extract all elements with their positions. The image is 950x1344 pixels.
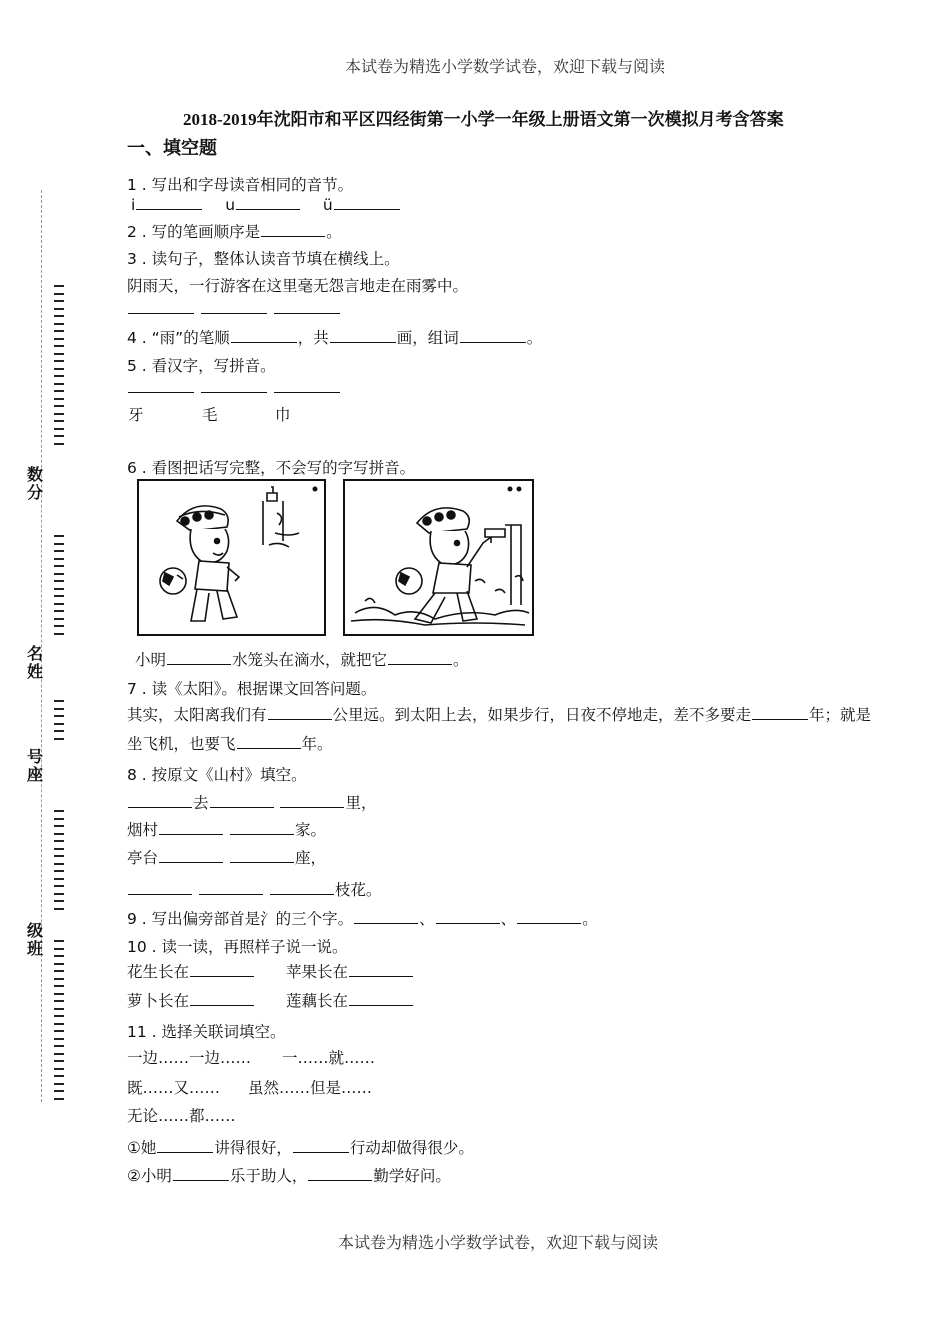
margin-dash (54, 900, 64, 902)
q4-d: 。 (526, 329, 543, 347)
margin-dash (54, 413, 64, 415)
margin-dash (54, 383, 64, 385)
margin-dash (54, 855, 64, 857)
page-title: 2018-2019年沈阳市和平区四经街第一小学一年级上册语文第一次模拟月考含答案 (183, 110, 784, 129)
q11-option-1: 一边……一边…… (127, 1049, 252, 1067)
blank[interactable] (128, 893, 192, 895)
side-label-seat: 号座 (26, 747, 43, 784)
margin-dash (54, 375, 64, 377)
q7-b: 公里远。到太阳上去，如果步行，日夜不停地走，差不多要走 (332, 706, 752, 724)
q11-option-5: 无论……都…… (127, 1107, 236, 1125)
q8-l1b: 里， (345, 794, 377, 812)
blank[interactable] (460, 341, 526, 343)
margin-dash (54, 723, 64, 725)
q7-text: 7 . 读《太阳》。根据课文回答问题。 (127, 680, 377, 698)
q7-c: 年；就是 (809, 706, 872, 724)
q8-line4 (127, 878, 381, 900)
margin-dash (54, 970, 64, 972)
q6-answer-line (135, 648, 469, 670)
q8-line1 (127, 791, 376, 813)
q4-line (127, 326, 542, 348)
margin-dash (54, 323, 64, 325)
blank[interactable] (293, 1151, 349, 1153)
margin-dash (54, 833, 64, 835)
blank[interactable] (201, 391, 267, 393)
margin-dash (54, 1030, 64, 1032)
q6-a: 小明 (135, 651, 167, 669)
q1-answers (131, 196, 401, 214)
q9-sep2: 、 (500, 910, 517, 928)
q8-line3 (127, 846, 326, 868)
page-footer: 本试卷为精选小学数学试卷，欢迎下载与阅读 (338, 1235, 659, 1252)
q8-l2b: 家。 (294, 821, 326, 839)
q3-text: 3 . 读句子，整体认读音节填在横线上。 (127, 250, 400, 268)
blank[interactable] (274, 391, 340, 393)
blank[interactable] (128, 806, 192, 808)
blank[interactable] (190, 975, 254, 977)
margin-dash (54, 1075, 64, 1077)
q11-s1c: 行动却做得很少。 (349, 1139, 474, 1157)
margin-dash (54, 1015, 64, 1017)
blank[interactable] (334, 208, 400, 210)
blank[interactable] (349, 975, 413, 977)
margin-dash (54, 1008, 64, 1010)
margin-dash (54, 565, 64, 567)
q7-d: 坐飞机，也要飞 (127, 735, 236, 753)
blank[interactable] (308, 1179, 372, 1181)
side-label-class: 级班 (26, 921, 43, 958)
q11-s2a: ②小明 (127, 1167, 172, 1185)
margin-dash (54, 985, 64, 987)
q11-s2b: 乐于助人， (229, 1167, 308, 1185)
margin-dash (54, 955, 64, 957)
blank[interactable] (354, 922, 418, 924)
blank[interactable] (128, 391, 194, 393)
boy-walking-illustration (139, 481, 323, 633)
blank[interactable] (173, 1179, 229, 1181)
margin-dash (54, 338, 64, 340)
q1-u: u (225, 196, 236, 214)
q5-char-2: 毛 (202, 406, 218, 424)
margin-dash (54, 390, 64, 392)
blank[interactable] (167, 663, 231, 665)
q8-l3a: 亭台 (127, 849, 159, 867)
margin-dash (54, 940, 64, 942)
q2-end: 。 (326, 223, 342, 241)
margin-dash (54, 1098, 64, 1100)
blank[interactable] (436, 922, 500, 924)
q11-sentence-2 (127, 1164, 451, 1186)
blank[interactable] (157, 1151, 213, 1153)
margin-dash (54, 893, 64, 895)
margin-dash (54, 700, 64, 702)
q10-b: 苹果长在 (286, 963, 349, 981)
blank[interactable] (280, 806, 344, 808)
margin-dash (54, 300, 64, 302)
blank[interactable] (159, 861, 223, 863)
blank[interactable] (230, 861, 294, 863)
picture-boy-turns-off-tap (343, 479, 534, 636)
q1-v: ü (322, 196, 333, 214)
blank[interactable] (237, 747, 301, 749)
margin-dash (54, 730, 64, 732)
blank[interactable] (201, 312, 267, 314)
blank[interactable] (230, 833, 294, 835)
q5-text: 5 . 看汉字，写拼音。 (127, 357, 276, 375)
margin-dash (54, 993, 64, 995)
margin-dash (54, 963, 64, 965)
q9-sep1: 、 (419, 910, 435, 928)
q8-l2a: 烟村 (127, 821, 159, 839)
q5-blanks (127, 379, 341, 397)
margin-dash (54, 1060, 64, 1062)
margin-dash (54, 738, 64, 740)
blank[interactable] (752, 718, 808, 720)
q9-line (127, 907, 598, 929)
margin-dash (54, 618, 64, 620)
boy-turning-tap-illustration (345, 481, 531, 633)
margin-dash (54, 715, 64, 717)
margin-dash (54, 435, 64, 437)
margin-dash (54, 1000, 64, 1002)
margin-dash (54, 610, 64, 612)
blank[interactable] (210, 806, 274, 808)
margin-dash (54, 558, 64, 560)
margin-dash (54, 353, 64, 355)
margin-dash (54, 908, 64, 910)
q9-a: 9 . 写出偏旁部首是氵的三个字。 (127, 910, 354, 928)
margin-dash (54, 573, 64, 575)
q7-line1 (127, 703, 871, 725)
q11-sentence-1 (127, 1136, 474, 1158)
q8-l3b: 座， (294, 849, 326, 867)
q3-sentence: 阴雨天，一行游客在这里毫无怨言地走在雨雾中。 (127, 277, 469, 295)
margin-dash (54, 420, 64, 422)
q5-char-3: 巾 (275, 406, 291, 424)
margin-dash (54, 443, 64, 445)
margin-dash (54, 878, 64, 880)
margin-dash (54, 580, 64, 582)
margin-dash (54, 308, 64, 310)
q4-b: ，共 (297, 329, 329, 347)
blank[interactable] (236, 208, 300, 210)
margin-dash (54, 345, 64, 347)
q4-c: 画，组词 (396, 329, 459, 347)
q8-line2 (127, 818, 326, 840)
margin-dash (54, 818, 64, 820)
blank[interactable] (231, 341, 297, 343)
margin-dash (54, 1053, 64, 1055)
margin-dash (54, 1023, 64, 1025)
q8-l4: 枝花。 (334, 881, 382, 899)
q11-s2c: 勤学好问。 (373, 1167, 451, 1185)
margin-dash (54, 315, 64, 317)
q5-char-1: 牙 (128, 406, 144, 424)
margin-dash (54, 368, 64, 370)
q11-option-3: 既……又…… (127, 1079, 221, 1097)
q10-text: 10 . 读一读，再照样子说一说。 (127, 938, 348, 956)
margin-dash (54, 1068, 64, 1070)
q6-text: 6 . 看图把话写完整，不会写的字写拼音。 (127, 459, 416, 477)
side-label-score: 数分 (26, 465, 43, 502)
blank[interactable] (268, 718, 332, 720)
margin-dash (54, 1045, 64, 1047)
q10-c: 萝卜长在 (127, 992, 190, 1010)
q3-blanks (127, 300, 341, 318)
dash-column-end (54, 940, 64, 1100)
q11-text: 11 . 选择关联词填空。 (127, 1023, 286, 1041)
margin-dash (54, 543, 64, 545)
q1-text: 1 . 写出和字母读音相同的音节。 (127, 176, 354, 194)
margin-dash (54, 978, 64, 980)
q2-text: 2 . 写的笔画顺序是 (127, 223, 261, 241)
q7-line2 (127, 732, 333, 754)
q8-l1a: 去 (193, 794, 209, 812)
margin-dash (54, 398, 64, 400)
blank[interactable] (261, 235, 325, 237)
q10-line2 (127, 989, 255, 1011)
margin-dash (54, 625, 64, 627)
blank[interactable] (199, 893, 263, 895)
margin-dash (54, 595, 64, 597)
q7-e: 年。 (301, 735, 333, 753)
side-label-name: 名姓 (26, 644, 43, 681)
margin-dash (54, 285, 64, 287)
dash-column-top (54, 285, 64, 445)
q9-end: 。 (582, 910, 598, 928)
margin-dash (54, 848, 64, 850)
margin-dash (54, 633, 64, 635)
blank[interactable] (136, 208, 202, 210)
dash-column-bottom (54, 810, 64, 910)
blank[interactable] (159, 833, 223, 835)
section-heading: 一、填空题 (127, 138, 217, 159)
q11-s1a: ①她 (127, 1139, 157, 1157)
margin-dash (54, 885, 64, 887)
margin-dash (54, 603, 64, 605)
q8-text: 8 . 按原文《山村》填空。 (127, 766, 307, 784)
margin-dash (54, 948, 64, 950)
blank[interactable] (270, 893, 334, 895)
dash-column-mid2 (54, 700, 64, 740)
blank[interactable] (349, 1004, 413, 1006)
margin-dash (54, 1038, 64, 1040)
q4-a: 4 . “雨”的笔顺 (127, 329, 230, 347)
q7-a: 其实，太阳离我们有 (127, 706, 267, 724)
q10-line2b (286, 989, 414, 1011)
blank[interactable] (128, 312, 194, 314)
margin-dash (54, 535, 64, 537)
q10-line1b (286, 960, 414, 982)
blank[interactable] (330, 341, 396, 343)
margin-dash (54, 1090, 64, 1092)
margin-dash (54, 1083, 64, 1085)
blank[interactable] (517, 922, 581, 924)
q10-line1 (127, 960, 255, 982)
picture-boy-sees-dripping-tap (137, 479, 326, 636)
margin-dash (54, 825, 64, 827)
dash-column-mid (54, 535, 64, 635)
q2-line (127, 220, 342, 242)
q10-a: 花生长在 (127, 963, 190, 981)
blank[interactable] (388, 663, 452, 665)
page-header: 本试卷为精选小学数学试卷，欢迎下载与阅读 (345, 59, 666, 76)
q1-i: i (131, 196, 136, 214)
margin-dash (54, 360, 64, 362)
margin-dash (54, 863, 64, 865)
q6-b: 水笼头在滴水，就把它 (232, 651, 388, 669)
margin-dash (54, 840, 64, 842)
q11-option-2: 一……就…… (282, 1049, 376, 1067)
margin-dash (54, 810, 64, 812)
margin-dash (54, 550, 64, 552)
margin-dash (54, 428, 64, 430)
margin-dash (54, 588, 64, 590)
q10-d: 莲藕长在 (286, 992, 349, 1010)
margin-dash (54, 870, 64, 872)
blank[interactable] (190, 1004, 254, 1006)
q11-option-4: 虽然……但是…… (248, 1079, 373, 1097)
margin-dash (54, 405, 64, 407)
q6-c: 。 (453, 651, 469, 669)
margin-dash (54, 708, 64, 710)
q11-s1b: 讲得很好， (214, 1139, 292, 1157)
margin-dash (54, 330, 64, 332)
blank[interactable] (274, 312, 340, 314)
margin-dash (54, 293, 64, 295)
